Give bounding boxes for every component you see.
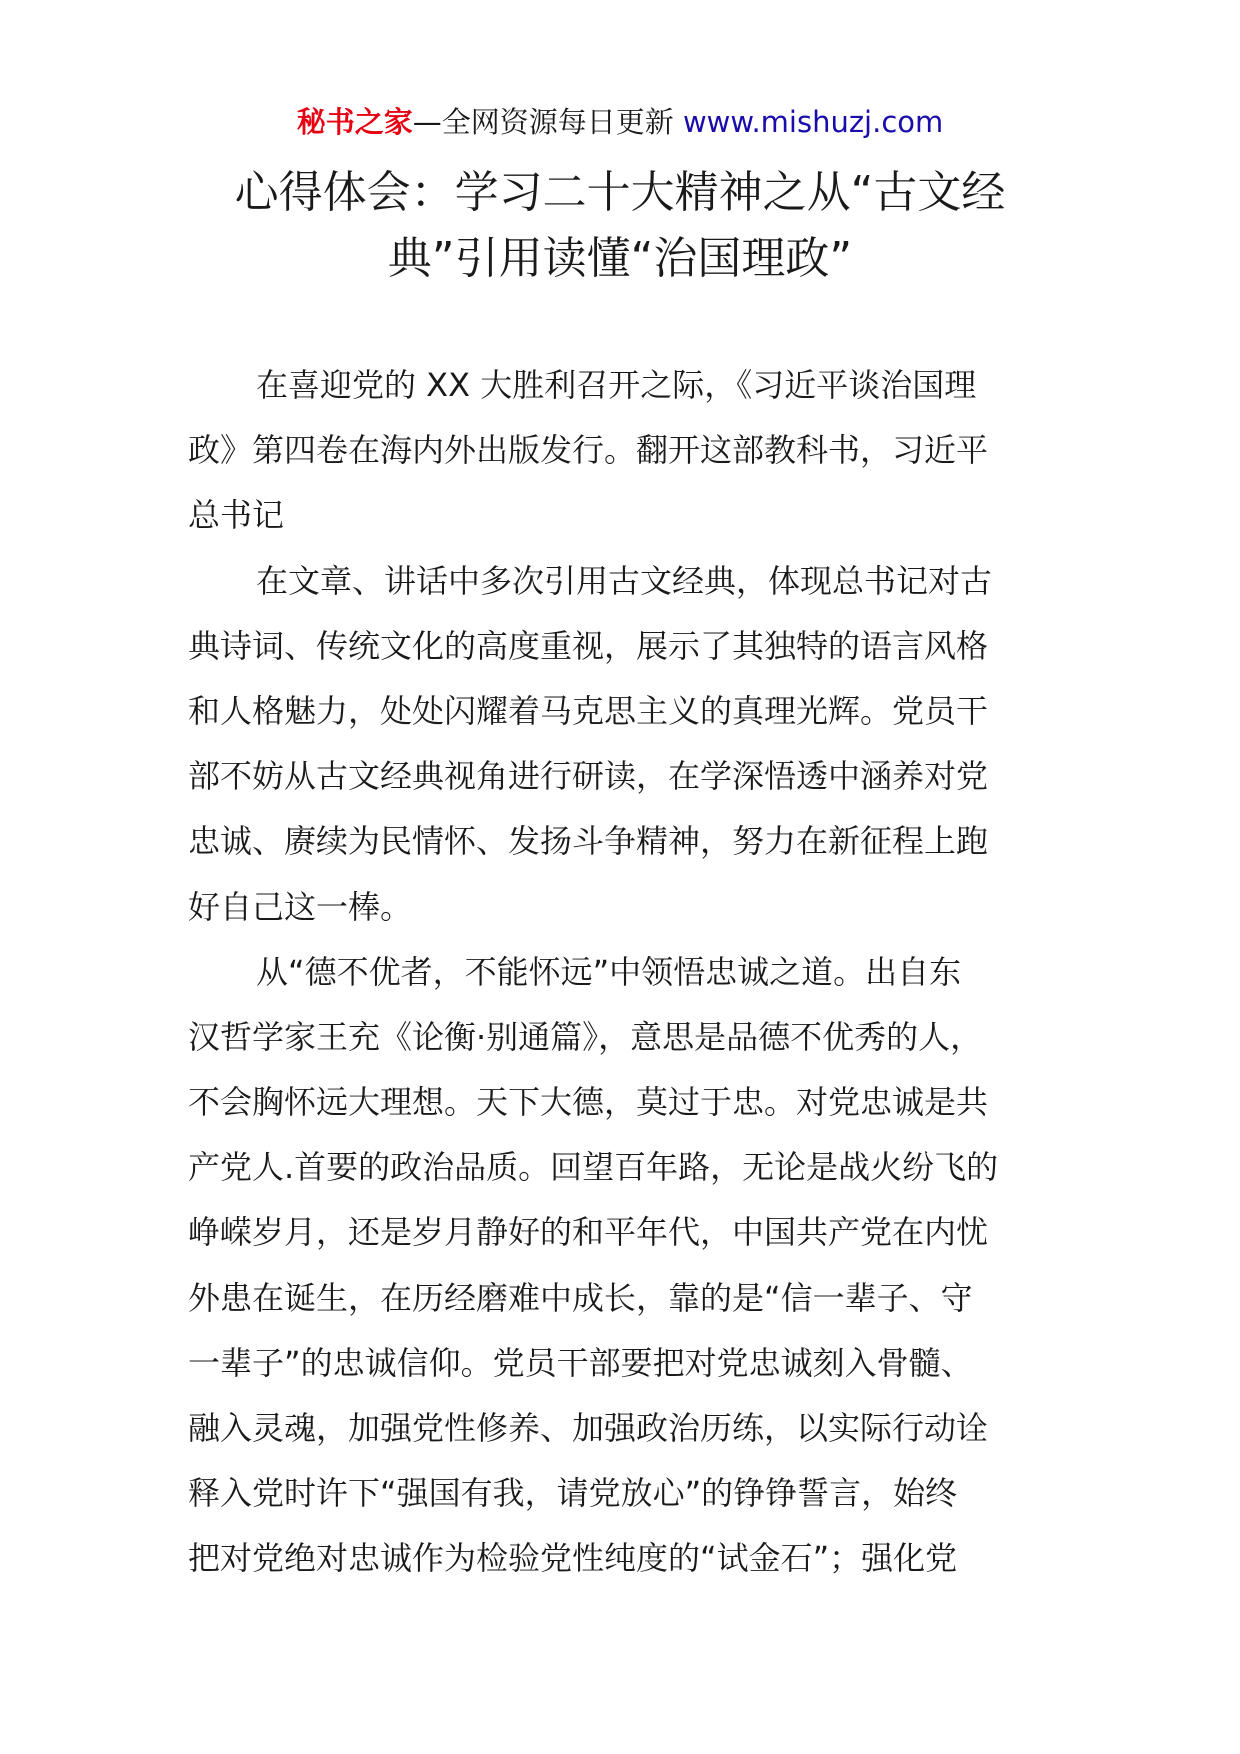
paragraph-line: 不会胸怀远大理想。天下大德，莫过于忠。对党忠诚是共 bbox=[188, 1083, 989, 1122]
paragraph-line: 产党人.首要的政治品质。回望百年路，无论是战火纷飞的 bbox=[188, 1148, 999, 1187]
title-line: 心得体会：学习二十大精神之从“古文经 bbox=[234, 167, 1006, 218]
paragraph-line: 峥嵘岁月，还是岁月静好的和平年代，中国共产党在内忧 bbox=[188, 1213, 989, 1252]
brand-name: 秘书之家 bbox=[296, 105, 413, 139]
document-body bbox=[188, 353, 1060, 1592]
paragraph-line: 好自己这一棒。 bbox=[188, 887, 413, 926]
paragraph-line: 在喜迎党的 XX 大胜利召开之际，《习近平谈治国理 bbox=[256, 366, 977, 404]
paragraph-line: 总书记 bbox=[188, 496, 285, 535]
paragraph-line: 典诗词、传统文化的高度重视，展示了其独特的语言风格 bbox=[188, 626, 989, 665]
paragraph-line: 政》第四卷在海内外出版发行。翻开这部教科书，习近平 bbox=[188, 431, 989, 470]
paragraph-line: 汉哲学家王充《论衡·别通篇》，意思是品德不优秀的人， bbox=[188, 1017, 983, 1056]
site-url-link[interactable]: www.mishuzj.com bbox=[682, 105, 944, 139]
paragraph-line: 在文章、讲话中多次引用古文经典，体现总书记对古 bbox=[256, 561, 993, 600]
paragraph-line: 从“德不优者，不能怀远”中领悟忠诚之道。出自东 bbox=[256, 952, 962, 991]
paragraph-line: 忠诚、赓续为民情怀、发扬斗争精神，努力在新征程上跑 bbox=[188, 822, 989, 861]
site-header bbox=[0, 100, 1240, 144]
paragraph-line: 融入灵魂，加强党性修养、加强政治历练，以实际行动诠 bbox=[188, 1409, 989, 1447]
paragraph-line: 释入党时许下“强国有我，请党放心”的铮铮誓言，始终 bbox=[188, 1474, 958, 1513]
header-tagline: —全网资源每日更新 bbox=[412, 105, 674, 139]
paragraph-line: 外患在诞生，在历经磨难中成长，靠的是“信一辈子、守 bbox=[188, 1278, 973, 1317]
document-title bbox=[170, 160, 1070, 292]
paragraph-line: 部不妨从古文经典视角进行研读，在学深悟透中涵养对党 bbox=[188, 757, 989, 796]
paragraph-line: 把对党绝对忠诚作为检验党性纯度的“试金石”；强化党 bbox=[188, 1539, 958, 1578]
paragraph-line: 和人格魅力，处处闪耀着马克思主义的真理光辉。党员干 bbox=[188, 691, 989, 730]
paragraph-line: 一辈子”的忠诚信仰。党员干部要把对党忠诚刻入骨髓、 bbox=[188, 1343, 973, 1382]
title-line: 典”引用读懂“治国理政” bbox=[387, 233, 853, 284]
